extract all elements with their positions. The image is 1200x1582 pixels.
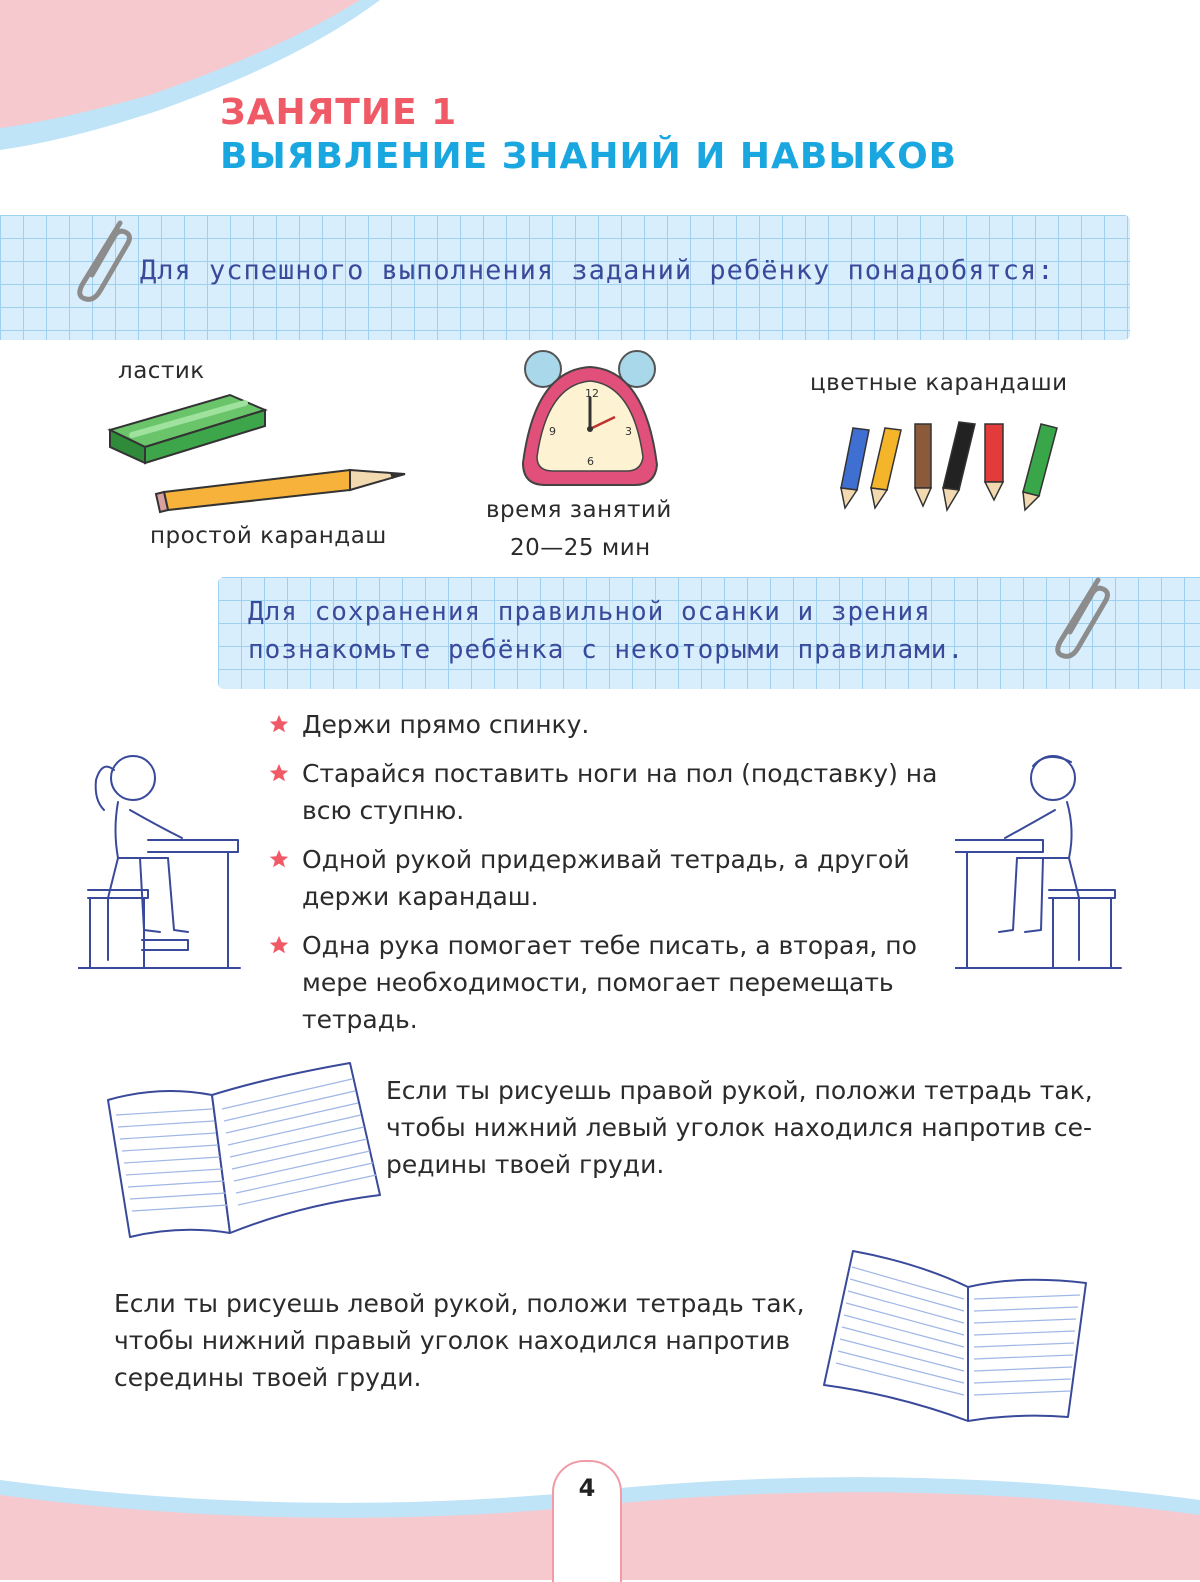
paperclip-icon <box>62 215 142 305</box>
girl-at-desk-illustration <box>78 740 248 980</box>
posture-banner-line1: Для сохранения правильной осанки и зрения <box>248 597 931 627</box>
lesson-title: ВЫЯВЛЕНИЕ ЗНАНИЙ И НАВЫКОВ <box>220 136 958 177</box>
right-hand-tip-line: редины твоей груди. <box>386 1150 665 1179</box>
left-hand-tip-line: чтобы нижний правый уголок находился напротив <box>114 1326 791 1355</box>
rule-text: Старайся поставить ноги на пол (подставку) на всю ступню. <box>302 759 938 825</box>
star-icon <box>268 934 290 956</box>
rule-text: Одной рукой придерживай тетрадь, а другой держи карандаш. <box>302 845 910 911</box>
star-icon <box>268 762 290 784</box>
left-hand-tip <box>114 1285 814 1396</box>
paperclip-icon <box>1040 572 1120 662</box>
boy-at-desk-illustration <box>955 740 1125 980</box>
svg-text:6: 6 <box>587 455 594 468</box>
notebook-left-hand-illustration <box>818 1245 1093 1425</box>
alarm-clock-icon <box>515 345 665 495</box>
eraser-label: ластик <box>118 358 205 384</box>
notebook-right-hand-illustration <box>100 1055 385 1240</box>
page-number: 4 <box>578 1474 596 1502</box>
list-item <box>268 841 958 915</box>
list-item <box>268 927 958 1038</box>
supplies-banner-text: Для успешного выполнения заданий ребёнку понадобятся: <box>140 255 1055 286</box>
colored-pencils-icon <box>835 410 1075 520</box>
pencil-label: простой карандаш <box>150 523 387 549</box>
page-number-tab <box>552 1460 622 1582</box>
supplies-banner <box>0 215 1130 340</box>
list-item <box>268 706 958 743</box>
time-label: время занятий <box>486 497 672 523</box>
pencil-icon <box>150 462 410 522</box>
star-icon <box>268 713 290 735</box>
list-item <box>268 755 958 829</box>
star-icon <box>268 848 290 870</box>
right-hand-tip <box>386 1072 1106 1183</box>
posture-banner-line2: познакомьте ребёнка с некоторыми правилами. <box>248 635 965 665</box>
right-hand-tip-line: Если ты рисуешь правой рукой, положи тетрадь так, <box>386 1076 1093 1105</box>
rules-list <box>268 706 958 1050</box>
rule-text: Держи прямо спинку. <box>302 710 590 739</box>
time-value: 20—25 мин <box>510 535 651 561</box>
right-hand-tip-line: чтобы нижний левый уголок находился напротив се- <box>386 1113 1093 1142</box>
colored-pencils-label: цветные карандаши <box>810 370 1068 396</box>
svg-text:12: 12 <box>585 387 599 400</box>
lesson-number-title: ЗАНЯТИЕ 1 <box>220 92 458 133</box>
rule-text: Одна рука помогает тебе писать, а вторая, по мере необходимости, помогает перемещать тетрадь. <box>302 931 917 1034</box>
left-hand-tip-line: середины твоей груди. <box>114 1363 422 1392</box>
left-hand-tip-line: Если ты рисуешь левой рукой, положи тетрадь так, <box>114 1289 805 1318</box>
svg-text:3: 3 <box>625 425 632 438</box>
svg-text:9: 9 <box>549 425 556 438</box>
